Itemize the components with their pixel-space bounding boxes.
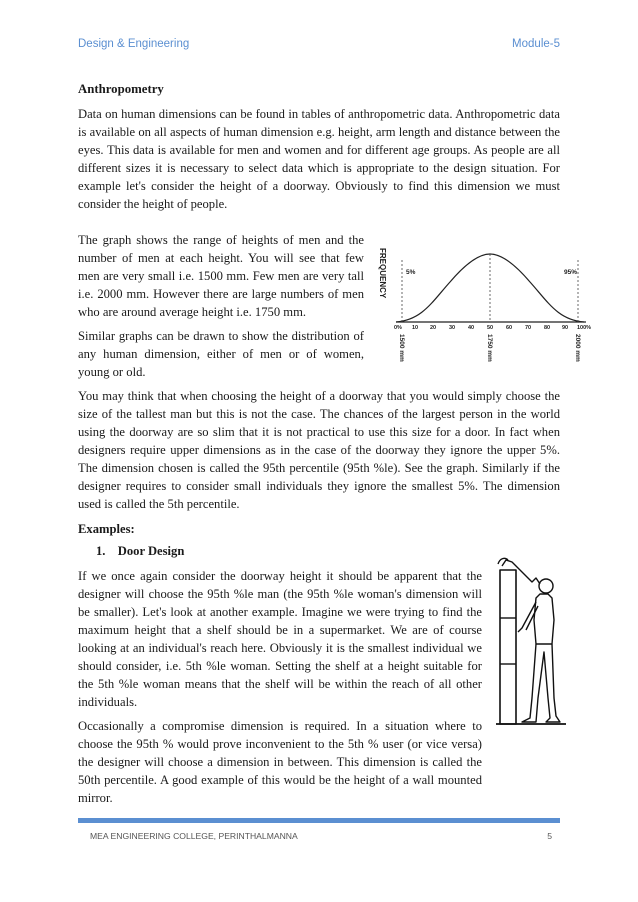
head xyxy=(539,579,553,593)
tick-label-9: 90 xyxy=(562,325,569,331)
paragraph-door-design: If we once again consider the doorway height it should be apparent that the designer will choose the 95th %le man (the 95th %le woman's dimension will be smaller). Let's look at another example. Imagine we were trying to find the maximum height that a shelf should be in a supermarket. We are of course looking at an individual's reach here. Obviously it is the smallest individual we should consider, i.e. 5th %le woman. Setting the shelf at a height suitable for the 5th %le woman means that the shelf will be within the reach of all other individuals. xyxy=(78,569,482,709)
graph-y-label: FREQUENCY xyxy=(378,248,387,299)
example-number: 1. xyxy=(96,544,106,558)
mm-label-right: 2000 mm xyxy=(574,334,581,362)
page-content xyxy=(78,80,560,807)
page-header xyxy=(78,38,560,56)
height-distribution-graph xyxy=(372,242,600,370)
tick-label-5: 50 xyxy=(487,325,494,331)
page-footer xyxy=(78,831,560,845)
tick-label-4: 40 xyxy=(468,325,475,331)
header-module: Module-5 xyxy=(512,38,560,50)
example-title: Door Design xyxy=(117,544,185,558)
footer-divider xyxy=(78,818,560,823)
legs xyxy=(522,644,560,722)
paragraph-distribution: Similar graphs can be drawn to show the distribution of any human dimension, either of men or of women, young or old. xyxy=(78,329,364,379)
example-heading xyxy=(96,542,560,560)
paragraph-graph-description: The graph shows the range of heights of men and the number of men at each height. You will see that few men are very small i.e. 1500 mm. Few men are very tall i.e. 2000 mm. However there are large numbers of men who are around average height i.e. 1750 mm. xyxy=(78,233,364,319)
tick-labels xyxy=(394,325,591,331)
mm-label-mid: 1750 mm xyxy=(486,334,493,362)
shelf-unit xyxy=(500,570,516,724)
hand xyxy=(498,558,508,564)
footer-college-name: MEA ENGINEERING COLLEGE, PERINTHALMANNA xyxy=(90,831,298,841)
header-course-title: Design & Engineering xyxy=(78,38,190,50)
tick-label-8: 80 xyxy=(544,325,551,331)
tick-label-10: 100% xyxy=(577,325,592,331)
paragraph-intro: Data on human dimensions can be found in tables of anthropometric data. Anthropometric data is available on all aspects of human dimension e.g. height, arm length and distance between the eyes. This data is available for men and women and for different age groups. As people are all different sizes it is necessary to select data which is appropriate to the design situation. For example let's consider the height of a doorway. Obviously to find this dimension we must consider the height of people. xyxy=(78,107,560,211)
tick-label-1: 10 xyxy=(412,325,419,331)
percentile-95-label: 95% xyxy=(564,269,578,276)
examples-label: Examples: xyxy=(78,522,135,536)
tick-label-2: 20 xyxy=(430,325,437,331)
torso xyxy=(534,594,554,644)
person-reaching-shelf-illustration xyxy=(496,548,568,728)
tick-label-3: 30 xyxy=(449,325,456,331)
tick-label-7: 70 xyxy=(525,325,532,331)
mm-label-left: 1500 mm xyxy=(398,334,405,362)
paragraph-percentile: You may think that when choosing the height of a doorway that you would simply choose the size of the tallest man but this is not the case. The chances of the largest person in the world using the doorway are so slim that it is not practical to use this size for a door. In fact when designers require upper dimensions as in the case of the doorway they ignore the upper 5%. The dimension chosen is called the 95th percentile (95th %le). See the graph. Similarly if the designer requires to consider small individuals they ignore the smallest 5%. The dimension used is called the 5th percentile. xyxy=(78,389,560,511)
percentile-5-label: 5% xyxy=(406,269,416,276)
reaching-arm xyxy=(502,560,540,584)
paragraph-compromise: Occasionally a compromise dimension is required. In a situation where to choose the 95th % would prove inconvenient to the 5th % user (or vice versa) the designer will choose a dimension in between. This dimension is called the 50th percentile. A good example of this would be the height of a wall mounted mirror. xyxy=(78,719,482,805)
page-number: 5 xyxy=(547,831,552,841)
section-title: Anthropometry xyxy=(78,82,164,96)
tick-label-6: 60 xyxy=(506,325,513,331)
tick-label-0: 0% xyxy=(394,325,402,331)
